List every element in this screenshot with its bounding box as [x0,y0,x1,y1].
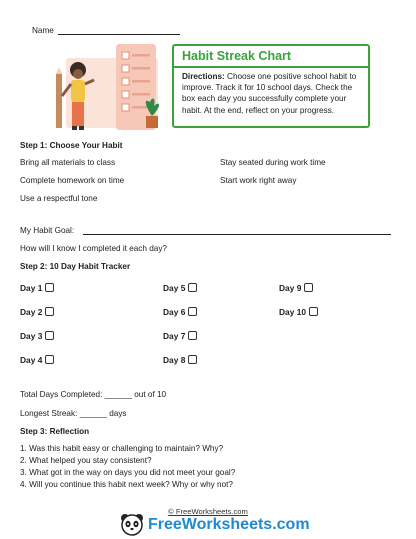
day-4-checkbox[interactable] [45,355,54,364]
directions [182,71,364,116]
person-shirt [71,80,85,102]
habit-option: Complete homework on time [20,176,125,185]
completion-question: How will I know I completed it each day? [20,244,167,253]
reflection-question: 2. What helped you stay consistent? [20,456,152,465]
day-6: Day 6 [163,307,197,317]
day-4: Day 4 [20,355,54,365]
reflection-question: 4. Will you continue this habit next week? Why or why not? [20,480,233,489]
habit-option: Start work right away [220,176,297,185]
day-9: Day 9 [279,283,313,293]
student-illustration [52,40,172,136]
plant-pot [146,116,158,128]
worksheet-title: Habit Streak Chart [182,49,292,63]
day-5-checkbox[interactable] [188,283,197,292]
day-2-checkbox[interactable] [45,307,54,316]
title-card [172,44,370,128]
day-1: Day 1 [20,283,54,293]
pencil-icon [56,74,62,128]
title-divider [174,66,368,68]
step3-title: Step 3: Reflection [20,427,90,436]
day-2: Day 2 [20,307,54,317]
habit-option: Use a respectful tone [20,194,98,203]
day-7: Day 7 [163,331,197,341]
day-8: Day 8 [163,355,197,365]
day-3: Day 3 [20,331,54,341]
longest-streak: Longest Streak: ______ days [20,409,127,418]
day-7-checkbox[interactable] [188,331,197,340]
habit-option: Stay seated during work time [220,158,326,167]
habit-goal-field[interactable] [83,234,391,235]
reflection-question: 1. Was this habit easy or challenging to maintain? Why? [20,444,224,453]
day-10-checkbox[interactable] [309,307,318,316]
panda-logo-icon [120,512,144,536]
directions-text: Choose one positive school habit to improve. Track it for 10 school days. Check the box each day you successfully complete your habit. At the end, reflect on your progress. [182,72,357,115]
total-days-completed: Total Days Completed: ______ out of 10 [20,390,167,399]
day-9-checkbox[interactable] [304,283,313,292]
day-6-checkbox[interactable] [188,307,197,316]
day-1-checkbox[interactable] [45,283,54,292]
habit-goal-label: My Habit Goal: [20,226,75,235]
name-label: Name [32,26,54,35]
step1-title: Step 1: Choose Your Habit [20,141,123,150]
brand-logo-text: FreeWorksheets.com [148,516,310,533]
directions-label: Directions: [182,72,225,81]
reflection-question: 3. What got in the way on days you did not meet your goal? [20,468,236,477]
name-field[interactable] [58,34,180,35]
day-5: Day 5 [163,283,197,293]
day-8-checkbox[interactable] [188,355,197,364]
copyright-link[interactable]: © FreeWorksheets.com [168,507,248,516]
habit-option: Bring all materials to class [20,158,116,167]
day-3-checkbox[interactable] [45,331,54,340]
step2-title: Step 2: 10 Day Habit Tracker [20,262,131,271]
day-10: Day 10 [279,307,318,317]
